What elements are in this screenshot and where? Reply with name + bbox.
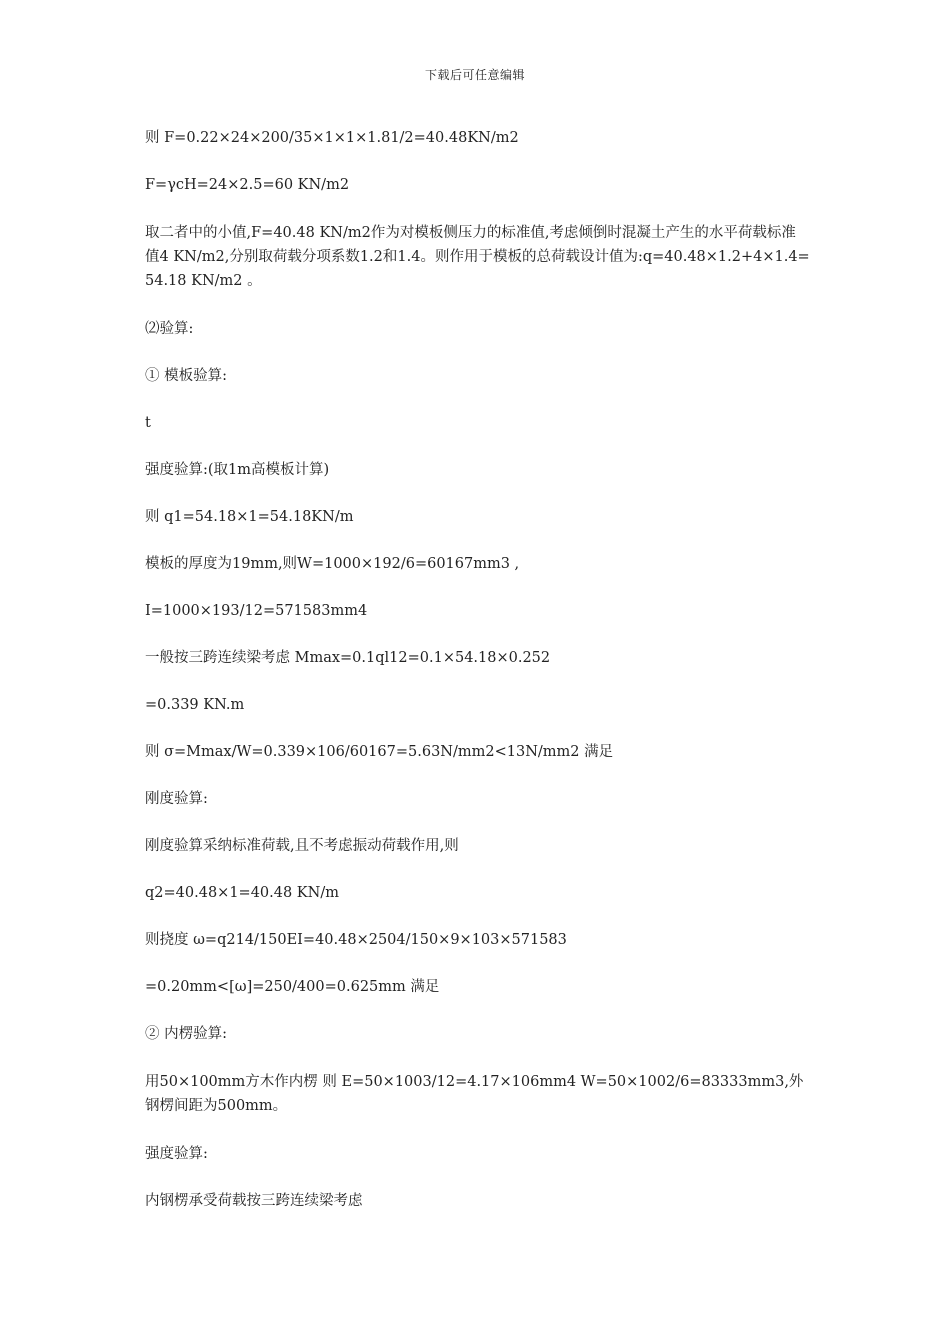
paragraph-deflection-result: =0.20mm<[ω]=250/400=0.625mm 满足 [145,979,440,995]
paragraph-formula-f2: F=γcH=24×2.5=60 KN/m2 [145,177,350,193]
paragraph-q1: 则 q1=54.18×1=54.18KN/m [145,509,354,525]
paragraph-formula-f1: 则 F=0.22×24×200/35×1×1×1.81/2=40.48KN/m2 [145,130,519,146]
paragraph-inner-ridge-desc: 用50×100mm方木作内楞 则 E=50×1003/12=4.17×106mm4 W=50×1002/6=83333mm3,外钢楞间距为500mm。 [145,1074,804,1114]
paragraph-load-design: 取二者中的小值,F=40.48 KN/m2作为对模板侧压力的标准值,考虑倾倒时混凝土产生的水平荷载标准值4 KN/m2,分别取荷载分项系数1.2和1.4。则作用于模板的总荷载设计值为:q=40.48×1.2+4×1.4=54.18 KN/m2 。 [145,225,810,289]
paragraph-inner-ridge-heading: ② 内楞验算: [145,1026,227,1042]
paragraph-formwork-check-heading: ① 模板验算: [145,368,227,384]
paragraph-inner-ridge-load: 内钢楞承受荷载按三跨连续梁考虑 [145,1193,363,1209]
paragraph-thickness-w: 模板的厚度为19mm,则W=1000×192/6=60167mm3 , [145,556,520,572]
paragraph-stiffness-heading: 刚度验算: [145,791,208,807]
paragraph-t: t [145,415,151,431]
page-header: 下载后可任意编辑 [424,68,525,82]
paragraph-deflection: 则挠度 ω=q214/150EI=40.48×2504/150×9×103×571583 [145,932,567,948]
paragraph-strength-check: 强度验算:(取1m高模板计算) [145,462,330,478]
paragraph-strength-check-2: 强度验算: [145,1146,208,1162]
paragraph-mmax: 一般按三跨连续梁考虑 Mmax=0.1ql12=0.1×54.18×0.252 [145,650,551,666]
document-body [145,127,810,1237]
paragraph-verification-heading: ⑵验算: [145,321,194,337]
paragraph-q2: q2=40.48×1=40.48 KN/m [145,885,339,901]
paragraph-stiffness-desc: 刚度验算采纳标准荷载,且不考虑振动荷载作用,则 [145,838,459,854]
paragraph-mmax-result: =0.339 KN.m [145,697,245,713]
paragraph-inertia-i: I=1000×193/12=571583mm4 [145,603,368,619]
paragraph-sigma: 则 σ=Mmax/W=0.339×106/60167=5.63N/mm2<13N/mm2 满足 [145,744,614,760]
